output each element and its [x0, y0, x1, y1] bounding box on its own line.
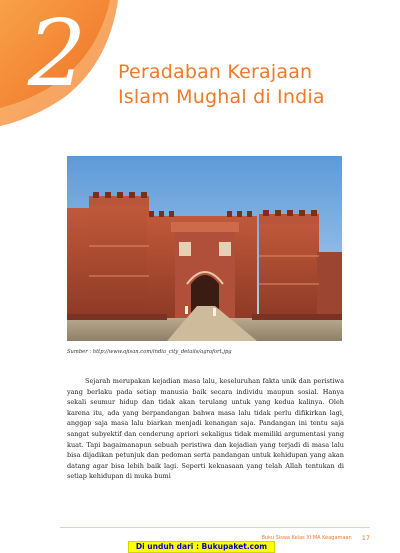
footer-book-title: Buku Siswa Kelas XI MA Keagamaan [261, 535, 352, 541]
page-number: 17 [361, 534, 370, 542]
chapter-title-line1: Peradaban Kerajaan [118, 61, 313, 83]
fort-photo [67, 156, 342, 341]
chapter-number: 2 [27, 0, 87, 107]
chapter-title [118, 60, 388, 110]
download-source-link[interactable]: Di unduh dari : Bukupaket.com [128, 541, 275, 553]
footer-rule [60, 527, 370, 528]
figure-caption: Sumber : http://www.ojisan.com/india_city_details/agrafort.jpg [67, 349, 232, 355]
fort-illustration [67, 156, 342, 341]
chapter-title-line2: Islam Mughal di India [118, 86, 325, 108]
body-paragraph: Sejarah merupakan kejadian masa lalu, keseluruhan fakta unik dan peristiwa yang berlaku pada setiap manusia baik secara individu maupun sosial. Hanya sekali seumur hidup dan tidak akan terulang untuk yang kedua kalinya. Oleh karena itu, ada yang berpandangan bahwa masa lalu tidak perlu difikirkan lagi, anggap saja masa lalu biarkan menjadi kenangan saja. Pandangan ini tentu saja sangat subyektif dan cenderung apriori sekaligus tidak memiliki argumentasi yang kuat. Tapi bagaimanapun sebuah peristiwa dan kejadian yang terjadi di masa lalu bisa dijadikan petunjuk dan pedoman serta pandangan untuk kehidupan yang akan datang agar bisa lebih baik lagi. Seperti kekuasaan yang telah Allah tentukan di setiap kehidupan di muka bumi [67, 377, 344, 481]
